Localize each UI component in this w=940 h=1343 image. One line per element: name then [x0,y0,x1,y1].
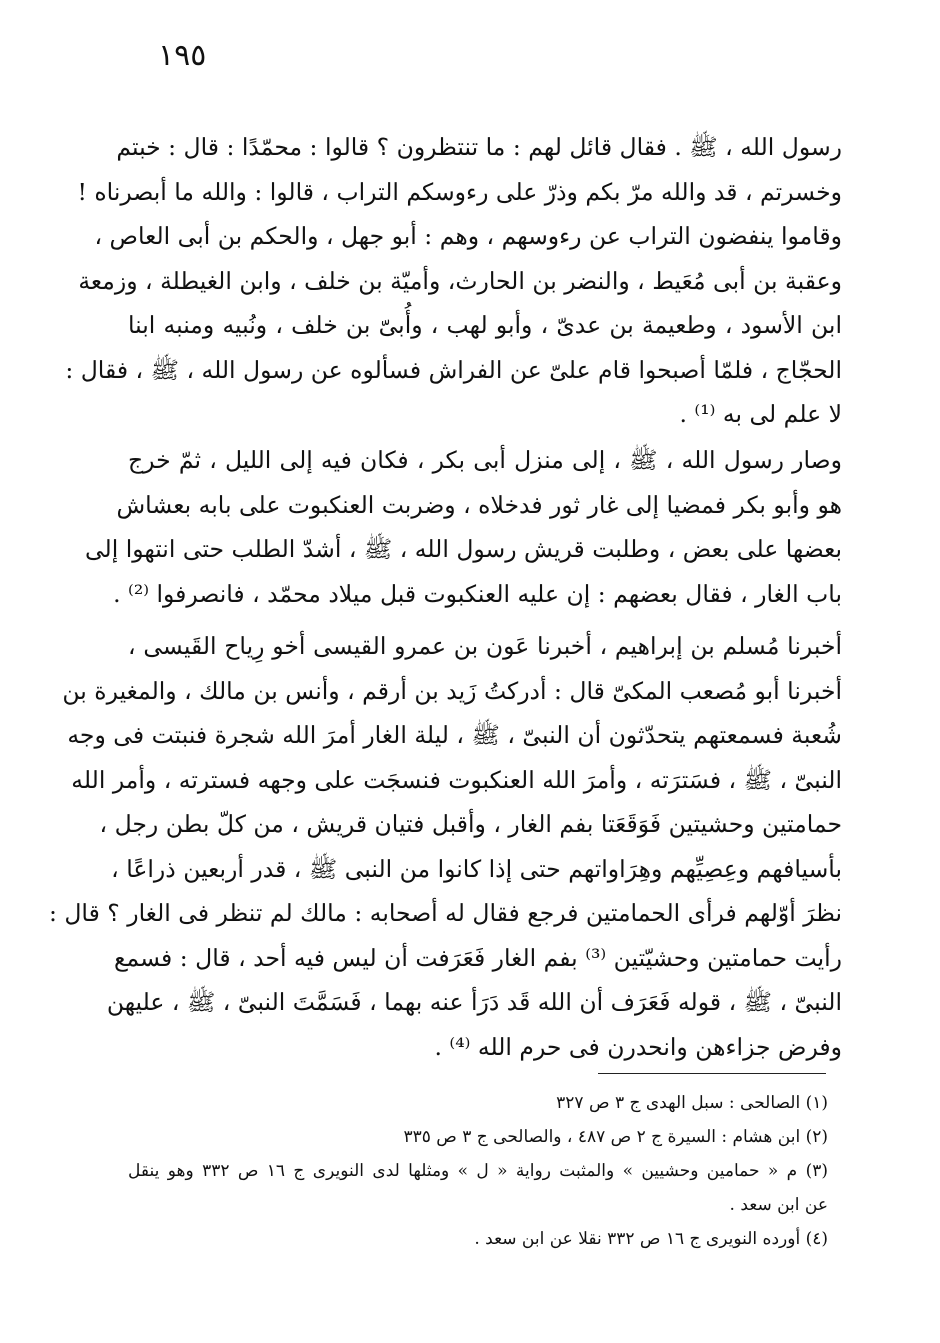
text-line: هو وأبو بكر فمضيا إلى غار ثور فدخلاه ، وضربت العنكبوت على بابه بعشاش [116,490,842,519]
footnote-4: (٤) أورده النويرى ج ١٦ ص ٣٣٢ نقلا عن ابن سعد . [474,1229,828,1249]
text-line: وخسرتم ، قد والله مرّ بكم وذرّ على رءوسكم التراب ، قالوا : والله ما أبصرناه ! [77,177,842,206]
text-line: أخبرنا أبو مُصعب المكىّ قال : أدركتُ زَيد بن أرقم ، وأنس بن مالك ، والمغيرة بن [62,676,842,705]
text-line: ابن الأسود ، وطعيمة بن عدىّ ، وأبو لهب ، وأُبىّ بن خلف ، ونُبيه ومنبه ابنا [128,311,842,339]
text-line: بأسيافهم وعِصِيِّهم وهِرَاواتهم حتى إذا كانوا من النبى ﷺ ، قدر أربعين ذراعًا ، [111,854,842,883]
text-line: النبىّ ، ﷺ ، قوله فَعَرَف أن الله قَد دَرَأ عنه بهما ، فَسَمَّتَ النبىّ ، ﷺ ، عليهن [106,988,842,1016]
text-line: رأيت حمامتين وحشيّتين ⁽³⁾ بفم الغار فَعَرَفت أن ليس فيه أحد ، قال : فسمع [114,943,842,972]
text-line: باب الغار ، فقال بعضهم : إن عليه العنكبوت قبل ميلاد محمّد ، فانصرفوا ⁽²⁾ . [113,579,842,608]
text-line: أخبرنا مُسلم بن إبراهيم ، أخبرنا عَون بن عمرو القيسى أخو رِياح القَيسى ، [128,632,842,660]
text-line: حمامتين وحشيتين فَوَقَعَتا بفم الغار ، وأقبل فتيان قريش ، من كلّ بطن رجل ، [99,810,842,838]
text-line: وصار رسول الله ، ﷺ ، إلى منزل أبى بكر ، فكان فيه إلى الليل ، ثمّ خرج [128,446,842,474]
text-line: بعضها على بعض ، وطلبت قريش رسول الله ، ﷺ ، أشدّ الطلب حتى انتهوا إلى [84,535,842,563]
footnotes [128,1086,828,1256]
paragraph-2 [84,438,842,616]
text-line: رسول الله ، ﷺ . فقال قائل لهم : ما تنتظرون ؟ قالوا : محمّدًا : قال : خبتم [116,133,842,161]
text-line: لا علم لى به ⁽¹⁾ . [679,400,842,428]
text-line: وفرض جزاءهن وانحدرن فى حرم الله ⁽⁴⁾ . [434,1032,842,1061]
text-line: الحجّاج ، فلمّا أصبحوا قام علىّ عن الفراش فسألوه عن رسول الله ، ﷺ ، فقال : [65,355,842,384]
text-line: نظرَ أوّلهم فرأى الحمامتين فرجع فقال له أصحابه : مالك لم تنظر فى الغار ؟ قال : [48,899,842,927]
text-line: شُعبة فسمعتهم يتحدّثون أن النبىّ ، ﷺ ، ليلة الغار أمرَ الله شجرة فنبتت فى وجه [67,721,842,749]
footnote-3: (٣) م « حمامين وحشيين » والمثبت رواية « ل » ومثلها لدى النويرى ج ١٦ ص ٣٣٢ وهو ينقل [128,1161,828,1181]
footnote-1: (١) الصالحى : سبل الهدى ج ٣ ص ٣٢٧ [556,1093,828,1113]
text-line: وقاموا ينفضون التراب عن رءوسهم ، وهم : أبو جهل ، والحكم بن أبى العاص ، [94,222,842,250]
page-number: ١٩٥ [158,38,207,73]
footnote-separator [598,1073,826,1074]
paragraph-1 [65,125,842,437]
paragraph-3 [48,624,842,1069]
footnote-2: (٢) ابن هشام : السيرة ج ٢ ص ٤٨٧ ، والصالحى ج ٣ ص ٣٣٥ [403,1127,828,1147]
text-line: النبىّ ، ﷺ ، فسَترَته ، وأمرَ الله العنكبوت فنسجَت على وجهه فسترته ، وأمر الله [71,765,842,794]
text-line: وعقبة بن أبى مُعَيط ، والنضر بن الحارث، وأميّة بن خلف ، وابن الغيطلة ، وزمعة [78,266,842,295]
footnote-3-continued: عن ابن سعد . [729,1195,828,1215]
